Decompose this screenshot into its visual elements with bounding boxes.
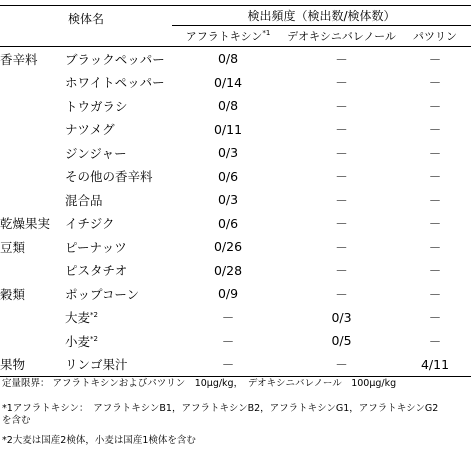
table-row bbox=[0, 259, 471, 283]
item-cell bbox=[65, 235, 172, 259]
table-row bbox=[0, 94, 471, 118]
patulin-cell: － bbox=[428, 51, 442, 67]
item-cell bbox=[65, 282, 172, 306]
item-cell bbox=[65, 306, 172, 330]
table-row bbox=[0, 353, 471, 377]
item-cell bbox=[65, 188, 172, 212]
table-row bbox=[0, 188, 471, 212]
table-row bbox=[0, 165, 471, 189]
item-label: ブラックペッパー bbox=[65, 51, 165, 67]
item-label: リンゴ果汁 bbox=[65, 357, 128, 373]
table-body bbox=[0, 47, 471, 377]
item-cell bbox=[65, 94, 172, 118]
footnote-2: *2大麦は国産2検体，小麦は国産1検体を含む bbox=[2, 435, 196, 446]
category-cell: 果物 bbox=[0, 353, 65, 377]
table-row bbox=[0, 329, 471, 353]
deoxynivalenol-cell: － bbox=[335, 192, 348, 208]
item-label: 小麦 bbox=[65, 333, 91, 349]
deoxynivalenol-cell: － bbox=[335, 216, 348, 232]
category-cell: 穀類 bbox=[0, 286, 26, 302]
item-cell bbox=[65, 47, 172, 71]
item-cell bbox=[65, 165, 172, 189]
footnote-1: *1アフラトキシン： アフラトキシンB1，アフラトキシンB2，アフラトキシンG1，アフラトキシンG2 bbox=[2, 403, 439, 414]
patulin-cell: － bbox=[428, 75, 442, 91]
item-label: ピスタチオ bbox=[65, 263, 128, 279]
item-cell bbox=[65, 353, 172, 377]
item-label: ホワイトペッパー bbox=[65, 75, 165, 91]
patulin-cell: － bbox=[428, 310, 442, 326]
patulin-cell: － bbox=[428, 216, 442, 232]
aflatoxin-cell: 0/6 bbox=[217, 168, 239, 184]
item-cell bbox=[65, 329, 172, 353]
category-cell: 豆類 bbox=[0, 239, 26, 255]
deoxynivalenol-cell: － bbox=[335, 122, 348, 138]
deoxynivalenol-cell: － bbox=[335, 239, 348, 255]
aflatoxin-cell: 0/3 bbox=[217, 192, 239, 208]
category-cell: 香辛料 bbox=[0, 51, 38, 67]
item-cell bbox=[65, 71, 172, 95]
category-cell bbox=[0, 329, 65, 353]
header-detection-frequency: 検出頻度（検出数/検体数） bbox=[172, 6, 471, 26]
table-row bbox=[0, 235, 471, 259]
table-row bbox=[0, 282, 471, 306]
item-label: ピーナッツ bbox=[65, 239, 127, 255]
item-label: ポップコーン bbox=[65, 286, 140, 302]
header-aflatoxin-footnote-mark: *1 bbox=[262, 29, 271, 37]
aflatoxin-cell: 0/8 bbox=[217, 51, 239, 67]
footnote-1-continued: を含む bbox=[2, 415, 31, 426]
table-row bbox=[0, 71, 471, 95]
deoxynivalenol-cell: － bbox=[335, 51, 348, 67]
item-footnote-mark: *2 bbox=[90, 311, 98, 320]
table-row bbox=[0, 118, 471, 142]
deoxynivalenol-cell: － bbox=[335, 145, 348, 161]
category-cell bbox=[0, 165, 65, 189]
deoxynivalenol-cell: － bbox=[335, 98, 348, 114]
aflatoxin-cell: － bbox=[221, 310, 235, 326]
item-label: 大麦 bbox=[65, 310, 91, 326]
aflatoxin-cell: 0/11 bbox=[213, 121, 243, 137]
item-label: イチジク bbox=[65, 216, 115, 232]
category-cell bbox=[0, 306, 65, 330]
item-footnote-mark: *2 bbox=[90, 334, 98, 343]
patulin-cell: － bbox=[428, 263, 442, 279]
deoxynivalenol-cell: － bbox=[335, 75, 348, 91]
patulin-cell: 4/11 bbox=[399, 353, 471, 377]
table-row bbox=[0, 47, 471, 71]
category-cell bbox=[0, 141, 65, 165]
deoxynivalenol-cell: － bbox=[335, 169, 348, 185]
deoxynivalenol-cell: － bbox=[284, 353, 399, 377]
quantification-limit-note: 定量限界： アフラトキシンおよびパツリン 10μg/kg， デオキシニバレノール 100μg/kg bbox=[2, 378, 397, 389]
header-aflatoxin bbox=[172, 26, 284, 47]
header-patulin: パツリン bbox=[399, 26, 471, 47]
header-deoxynivalenol: デオキシニバレノール bbox=[284, 26, 399, 47]
table-row bbox=[0, 212, 471, 236]
item-cell bbox=[65, 118, 172, 142]
aflatoxin-cell: 0/8 bbox=[217, 98, 239, 114]
aflatoxin-cell: － bbox=[172, 353, 284, 377]
patulin-cell: － bbox=[428, 239, 442, 255]
header-sample-name: 検体名 bbox=[0, 6, 172, 47]
patulin-cell: － bbox=[428, 192, 442, 208]
category-cell: 乾燥果実 bbox=[0, 216, 51, 232]
category-cell bbox=[0, 188, 65, 212]
table-row bbox=[0, 306, 471, 330]
patulin-cell: － bbox=[428, 98, 442, 114]
patulin-cell: － bbox=[428, 333, 442, 349]
header-aflatoxin-label: アフラトキシン bbox=[185, 30, 263, 43]
item-cell bbox=[65, 141, 172, 165]
category-cell bbox=[0, 259, 65, 283]
item-label: トウガラシ bbox=[65, 98, 128, 114]
item-cell bbox=[65, 259, 172, 283]
item-cell bbox=[65, 212, 172, 236]
deoxynivalenol-cell: － bbox=[335, 286, 348, 302]
item-label: その他の香辛料 bbox=[65, 169, 153, 185]
aflatoxin-cell: 0/28 bbox=[213, 262, 243, 278]
patulin-cell: － bbox=[428, 122, 442, 138]
item-label: 混合品 bbox=[65, 192, 103, 208]
aflatoxin-cell: 0/14 bbox=[213, 74, 243, 90]
aflatoxin-cell: － bbox=[221, 333, 235, 349]
category-cell bbox=[0, 94, 65, 118]
aflatoxin-cell: 0/6 bbox=[217, 215, 239, 231]
patulin-cell: － bbox=[428, 286, 442, 302]
deoxynivalenol-cell: － bbox=[335, 263, 348, 279]
deoxynivalenol-cell: 0/3 bbox=[331, 309, 352, 325]
category-cell bbox=[0, 118, 65, 142]
patulin-cell: － bbox=[428, 169, 442, 185]
item-label: ジンジャー bbox=[65, 145, 127, 161]
aflatoxin-cell: 0/3 bbox=[217, 145, 239, 161]
results-table bbox=[0, 5, 471, 377]
category-cell bbox=[0, 71, 65, 95]
item-label: ナツメグ bbox=[65, 122, 115, 138]
deoxynivalenol-cell: 0/5 bbox=[331, 333, 352, 349]
table-row bbox=[0, 141, 471, 165]
aflatoxin-cell: 0/9 bbox=[217, 286, 239, 302]
patulin-cell: － bbox=[428, 145, 442, 161]
aflatoxin-cell: 0/26 bbox=[213, 239, 243, 255]
